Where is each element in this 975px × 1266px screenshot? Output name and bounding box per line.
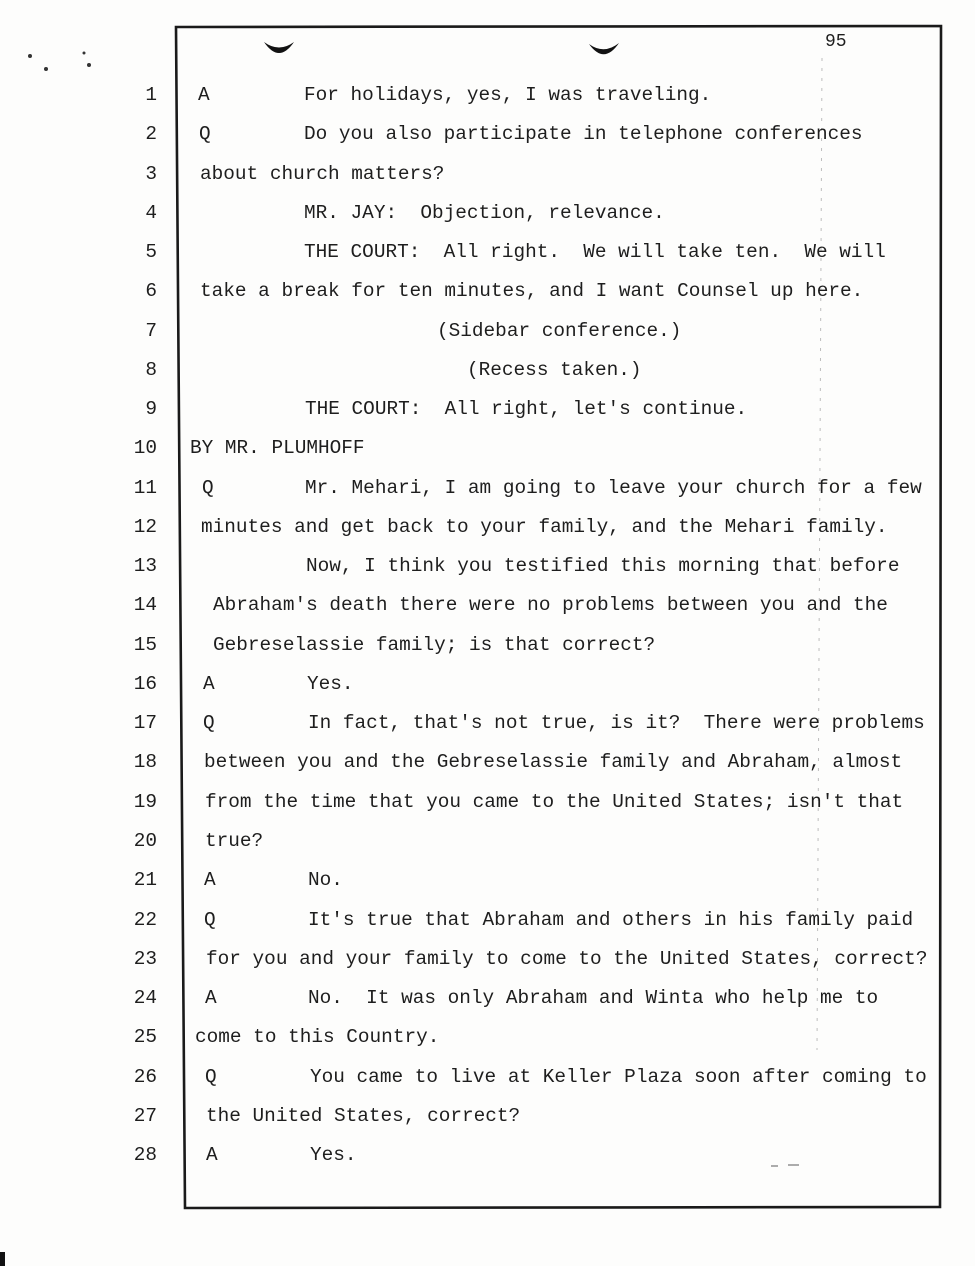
line-number: 18 [133,751,157,774]
speaker-label: Q [202,476,214,499]
page-number: 95 [825,32,847,52]
transcript-line-2 [0,122,975,146]
speaker-label: Q [204,908,216,931]
line-text: for you and your family to come to the United States, correct? [206,947,928,970]
transcript-line-6 [0,279,975,303]
line-number: 19 [133,790,157,813]
line-number: 20 [133,829,157,852]
line-text: take a break for ten minutes, and I want Counsel up here. [200,280,864,303]
transcript-line-8 [0,358,975,382]
scan-speck [83,52,86,55]
transcript-line-11 [0,476,975,500]
line-text: about church matters? [200,162,445,185]
line-text: No. [308,869,343,892]
line-text: THE COURT: All right. We will take ten. We will [304,241,886,263]
line-text: It's true that Abraham and others in his family paid [308,908,914,931]
line-number: 1 [145,84,157,106]
speaker-label: Q [199,123,211,145]
line-text: Do you also participate in telephone conferences [304,123,863,145]
speaker-label: A [205,987,217,1009]
transcript-line-22 [0,908,975,932]
transcript-line-25 [0,1025,975,1049]
line-number: 15 [133,633,157,656]
line-number: 6 [145,280,157,303]
line-number: 13 [133,555,157,578]
transcript-line-15 [0,633,975,657]
transcript-line-14 [0,593,975,617]
scan-speck [44,67,48,71]
transcript-line-4 [0,201,975,225]
line-number: 25 [133,1026,157,1049]
transcript-line-5 [0,240,975,264]
line-number: 28 [133,1144,157,1166]
line-text: Gebreselassie family; is that correct? [213,633,656,656]
transcript-line-1 [0,83,975,107]
line-number: 14 [133,594,157,617]
speaker-label: A [204,869,216,892]
speaker-label: A [203,672,215,695]
transcript-line-7 [0,319,975,343]
line-text: Now, I think you testified this morning that before [306,555,900,578]
hole-punch-mark-right [589,43,619,54]
transcript-line-28 [0,1143,975,1167]
line-text: Abraham's death there were no problems between you and the [213,594,888,617]
examiner-heading: BY MR. PLUMHOFF [190,437,365,460]
transcript-line-23 [0,947,975,971]
line-text: No. It was only Abraham and Winta who help me to [308,987,879,1009]
transcript-line-3 [0,162,975,186]
line-text: For holidays, yes, I was traveling. [304,84,712,106]
line-number: 12 [133,515,157,538]
line-text: You came to live at Keller Plaza soon after coming to [310,1065,927,1088]
speaker-label: A [198,84,210,106]
line-number: 16 [133,672,157,695]
line-number: 17 [133,712,157,735]
line-text: Yes. [310,1144,357,1166]
line-number: 3 [145,162,157,185]
transcript-line-13 [0,554,975,578]
parenthetical-text: (Recess taken.) [467,358,642,381]
transcript-line-27 [0,1104,975,1128]
transcript-line-18 [0,750,975,774]
line-number: 2 [145,123,157,145]
transcript-line-19 [0,790,975,814]
transcript-line-16 [0,672,975,696]
speaker-label: Q [205,1065,217,1088]
scan-speck [28,54,32,58]
line-text: the United States, correct? [206,1104,521,1127]
line-text: Mr. Mehari, I am going to leave your church for a few [305,476,922,499]
line-number: 23 [133,947,157,970]
parenthetical-text: (Sidebar conference.) [437,319,682,342]
line-number: 27 [133,1104,157,1127]
transcript-line-12 [0,515,975,539]
line-text: MR. JAY: Objection, relevance. [304,202,665,224]
line-number: 4 [145,202,157,224]
line-number: 9 [145,398,157,421]
speaker-label: Q [203,712,215,735]
line-text: come to this Country. [195,1026,440,1049]
scan-corner-mark [0,1252,5,1266]
line-number: 10 [133,437,157,460]
line-text: THE COURT: All right, let's continue. [305,398,748,421]
transcript-line-24 [0,986,975,1010]
transcript-line-10 [0,436,975,460]
line-text: true? [205,829,264,852]
line-text: between you and the Gebreselassie family and Abraham, almost [204,751,903,774]
speaker-label: A [206,1144,218,1166]
transcript-line-26 [0,1065,975,1089]
transcript-line-17 [0,711,975,735]
line-number: 21 [133,869,157,892]
line-number: 24 [133,987,157,1009]
transcript-line-20 [0,829,975,853]
transcript-line-9 [0,397,975,421]
line-text: Yes. [307,672,354,695]
line-number: 8 [145,358,157,381]
line-text: from the time that you came to the United States; isn't that [205,790,904,813]
line-number: 22 [133,908,157,931]
line-number: 7 [145,319,157,342]
transcript-line-21 [0,868,975,892]
line-text: In fact, that's not true, is it? There were problems [308,712,925,735]
hole-punch-mark-left [264,42,294,53]
line-number: 26 [133,1065,157,1088]
line-number: 5 [145,241,157,263]
line-text: minutes and get back to your family, and the Mehari family. [201,515,888,538]
line-number: 11 [133,476,157,499]
scan-speck [87,63,91,67]
